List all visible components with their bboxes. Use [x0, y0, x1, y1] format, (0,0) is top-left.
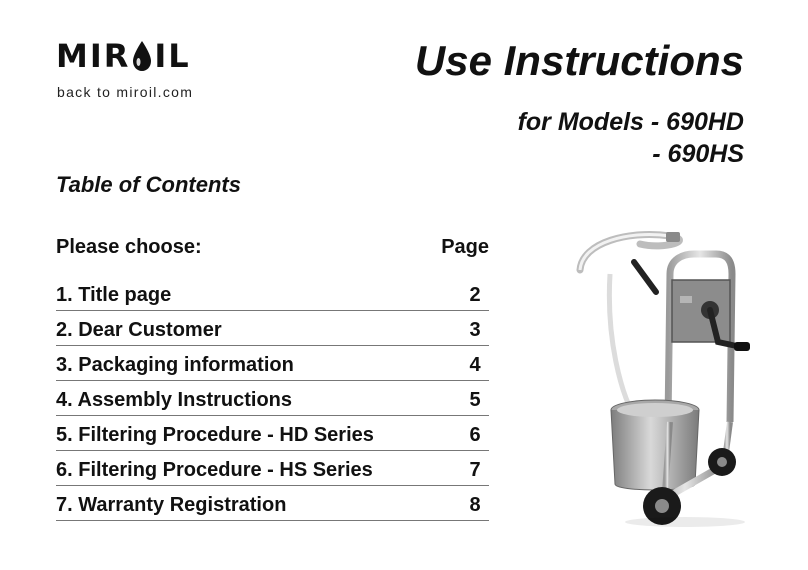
- logo-wordmark: [56, 37, 191, 75]
- toc-item-page: 2: [469, 284, 481, 306]
- page-title: Use Instructions: [414, 37, 744, 84]
- toc-item-label: 6. Filtering Procedure - HS Series: [56, 459, 373, 481]
- toc-item-dear-customer[interactable]: [56, 311, 489, 346]
- toc-item-label: 3. Packaging information: [56, 354, 294, 376]
- filter-cart-image: [570, 222, 760, 532]
- oil-drop-icon: [131, 40, 153, 72]
- toc-item-label: 4. Assembly Instructions: [56, 389, 292, 411]
- toc-item-page: 5: [469, 389, 481, 411]
- miroil-logo: [56, 37, 191, 75]
- models-line-1: for Models - 690HD: [517, 108, 744, 136]
- toc-item-page: 4: [469, 354, 481, 376]
- toc-item-label: 2. Dear Customer: [56, 319, 222, 341]
- page-column-label: Page: [441, 236, 489, 258]
- toc-item-title-page[interactable]: [56, 276, 489, 311]
- toc-item-label: 5. Filtering Procedure - HD Series: [56, 424, 374, 446]
- logo-letters-right: IL: [154, 37, 191, 75]
- toc-item-label: 7. Warranty Registration: [56, 494, 287, 516]
- toc-item-warranty-registration[interactable]: [56, 486, 489, 521]
- toc-header-row: [56, 236, 489, 259]
- toc-item-page: 7: [469, 459, 481, 481]
- toc-item-filtering-hs[interactable]: [56, 451, 489, 486]
- toc-item-assembly-instructions[interactable]: [56, 381, 489, 416]
- toc-item-page: 6: [469, 424, 481, 446]
- toc-item-filtering-hd[interactable]: [56, 416, 489, 451]
- models-subtitle: [518, 106, 744, 170]
- toc-list: [56, 276, 489, 521]
- toc-item-packaging-information[interactable]: [56, 346, 489, 381]
- toc-item-page: 3: [469, 319, 481, 341]
- toc-item-page: 8: [469, 494, 481, 516]
- toc-item-label: 1. Title page: [56, 284, 172, 306]
- choose-label: Please choose:: [56, 236, 202, 258]
- toc-heading: Table of Contents: [56, 172, 241, 197]
- logo-letters-left: MIR: [56, 37, 131, 75]
- models-line-2: - 690HS: [652, 140, 744, 168]
- back-to-miroil-link[interactable]: back to miroil.com: [57, 84, 194, 100]
